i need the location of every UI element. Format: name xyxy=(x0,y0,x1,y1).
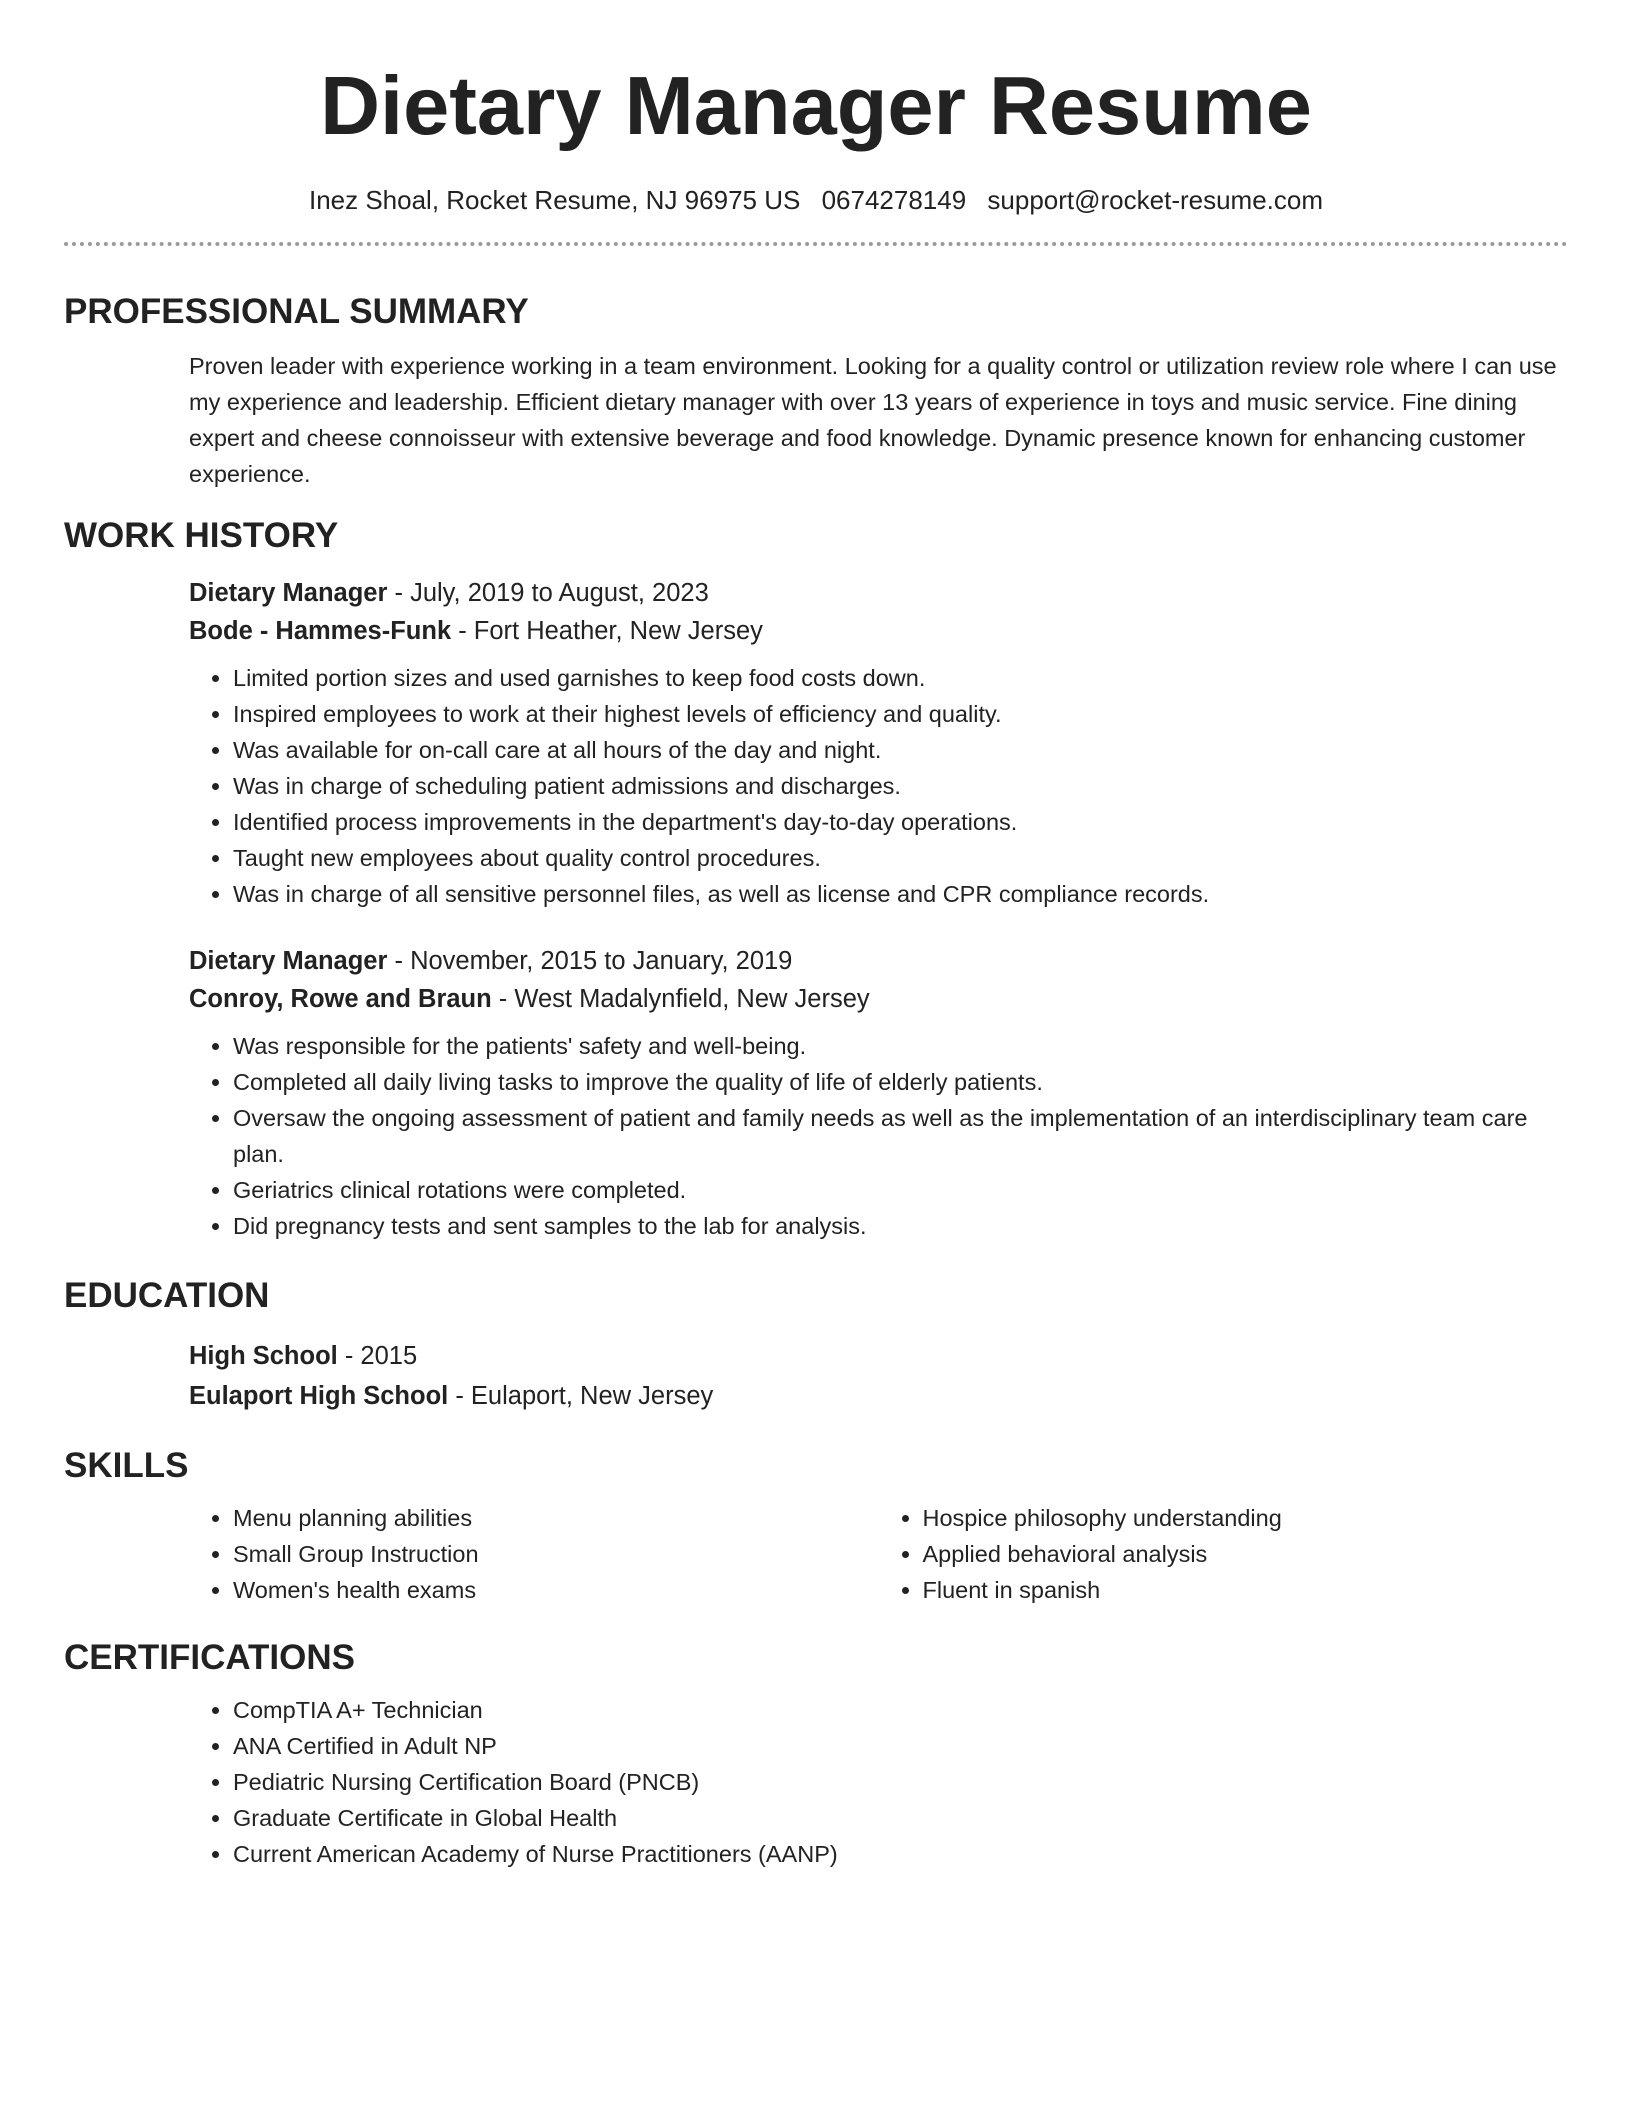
list-item: • Menu planning abilities xyxy=(233,1500,879,1536)
education-degree-line xyxy=(189,1336,1568,1376)
job-title: Dietary Manager xyxy=(189,579,388,607)
resume-title: Dietary Manager Resume xyxy=(320,59,1312,152)
list-item: • Was in charge of all sensitive personnel files, as well as license and CPR compliance records. xyxy=(233,876,1568,912)
list-item: • Inspired employees to work at their highest levels of efficiency and quality. xyxy=(233,696,1568,732)
education-school: Eulaport High School xyxy=(189,1382,449,1410)
job-title-line xyxy=(189,942,1568,980)
job-title-line xyxy=(189,574,1568,612)
job-location: - West Madalynfield, New Jersey xyxy=(491,985,870,1013)
education-section xyxy=(64,1274,1568,1416)
list-item: • Fluent in spanish xyxy=(923,1572,1569,1608)
list-item: • Taught new employees about quality control procedures. xyxy=(233,840,1568,876)
list-item: • Was available for on-call care at all hours of the day and night. xyxy=(233,732,1568,768)
job-title: Dietary Manager xyxy=(189,947,388,975)
education-entry xyxy=(189,1336,1568,1416)
education-year: - 2015 xyxy=(337,1342,418,1370)
work-history-heading: WORK HISTORY xyxy=(64,516,339,555)
list-item: • Was in charge of scheduling patient admissions and discharges. xyxy=(233,768,1568,804)
summary-heading: PROFESSIONAL SUMMARY xyxy=(64,292,529,331)
list-item: • Completed all daily living tasks to improve the quality of life of elderly patients. xyxy=(233,1064,1568,1100)
skills-grid xyxy=(189,1488,1568,1608)
summary-text: Proven leader with experience working in a team environment. Looking for a quality control or utilization review role where I can use my experience and leadership. Efficient dietary manager with over 13 years of experience in toys and music service. Fine dining expert and cheese connoisseur with extensive beverage and food knowledge. Dynamic presence known for enhancing customer experience. xyxy=(189,353,1557,487)
list-item: • Small Group Instruction xyxy=(233,1536,879,1572)
list-item: • Graduate Certificate in Global Health xyxy=(233,1800,1568,1836)
job-duties-list xyxy=(189,1028,1568,1244)
contact-line xyxy=(64,182,1568,218)
job-location: - Fort Heather, New Jersey xyxy=(451,617,763,645)
certifications-container xyxy=(189,1692,1568,1872)
job-dates: - July, 2019 to August, 2023 xyxy=(387,579,709,607)
job-entry xyxy=(189,942,1568,1244)
list-item: • Current American Academy of Nurse Practitioners (AANP) xyxy=(233,1836,1568,1872)
job-company: Bode - Hammes-Funk xyxy=(189,617,452,645)
education-location: - Eulaport, New Jersey xyxy=(448,1382,714,1410)
job-company-line xyxy=(189,612,1568,650)
job-company-line xyxy=(189,980,1568,1018)
summary-section xyxy=(64,290,1568,492)
skills-list-left xyxy=(189,1500,879,1608)
list-item: • Oversaw the ongoing assessment of patient and family needs as well as the implementation of an interdisciplinary team care plan. xyxy=(233,1100,1568,1172)
list-item: • Was responsible for the patients' safety and well-being. xyxy=(233,1028,1568,1064)
list-item: • CompTIA A+ Technician xyxy=(233,1692,1568,1728)
list-item: • Applied behavioral analysis xyxy=(923,1536,1569,1572)
job-company: Conroy, Rowe and Braun xyxy=(189,985,492,1013)
list-item: • Pediatric Nursing Certification Board (PNCB) xyxy=(233,1764,1568,1800)
work-history-section xyxy=(64,514,1568,1244)
list-item: • ANA Certified in Adult NP xyxy=(233,1728,1568,1764)
job-entry xyxy=(189,574,1568,912)
list-item: • Limited portion sizes and used garnishes to keep food costs down. xyxy=(233,660,1568,696)
list-item: • Hospice philosophy understanding xyxy=(923,1500,1569,1536)
job-dates: - November, 2015 to January, 2019 xyxy=(387,947,793,975)
list-item: • Did pregnancy tests and sent samples to the lab for analysis. xyxy=(233,1208,1568,1244)
education-heading: EDUCATION xyxy=(64,1276,270,1315)
skills-heading: SKILLS xyxy=(64,1446,189,1485)
list-item: • Identified process improvements in the department's day-to-day operations. xyxy=(233,804,1568,840)
contact-phone: 0674278149 xyxy=(821,185,967,215)
education-degree: High School xyxy=(189,1342,338,1370)
skills-list-right xyxy=(879,1500,1569,1608)
certifications-section xyxy=(64,1636,1568,1872)
certifications-heading: CERTIFICATIONS xyxy=(64,1638,356,1677)
education-school-line xyxy=(189,1376,1568,1416)
header-divider xyxy=(64,242,1568,246)
job-duties-list xyxy=(189,660,1568,912)
contact-address: Inez Shoal, Rocket Resume, NJ 96975 US xyxy=(308,185,801,215)
list-item: • Geriatrics clinical rotations were completed. xyxy=(233,1172,1568,1208)
skills-section xyxy=(64,1444,1568,1608)
contact-email: support@rocket-resume.com xyxy=(987,185,1324,215)
list-item: • Women's health exams xyxy=(233,1572,879,1608)
certifications-list xyxy=(189,1692,1568,1872)
